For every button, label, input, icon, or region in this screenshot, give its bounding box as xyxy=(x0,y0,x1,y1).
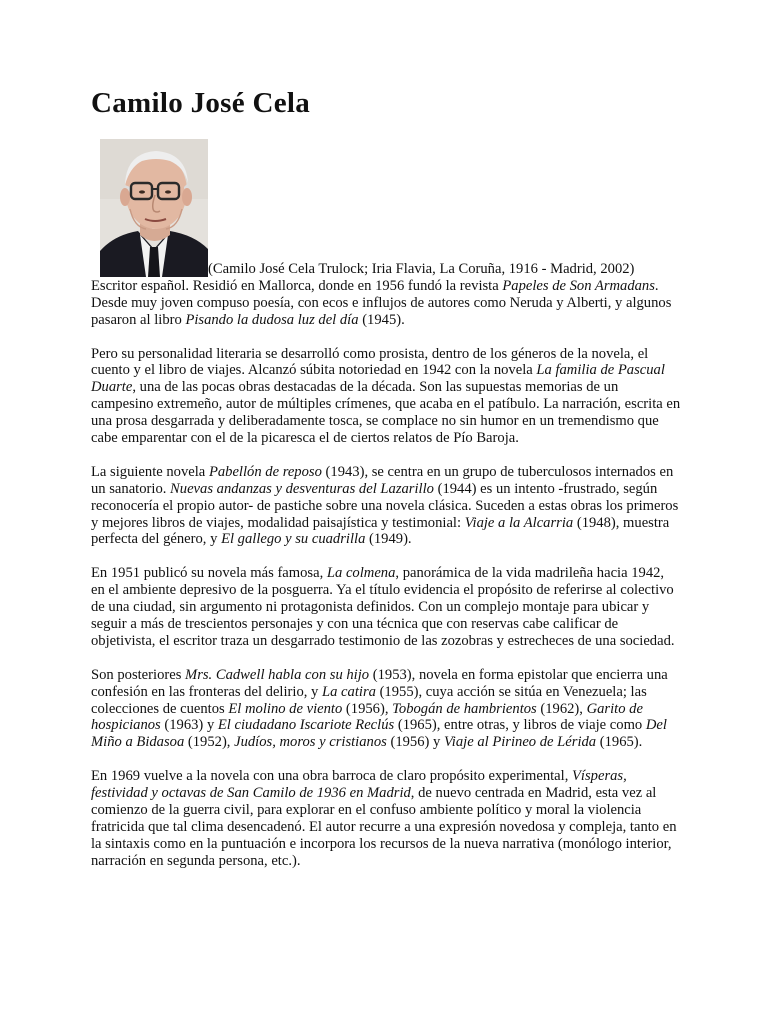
text-segment: (1953), novela en forma epistolar que encierra una confesión en las fronteras del delirio, y xyxy=(91,666,668,700)
paragraph-6 xyxy=(91,768,681,869)
work-title: Nuevas andanzas y desventuras del Lazarillo xyxy=(170,480,434,497)
text-segment: (1943), se centra en un grupo de tuberculosos internados en un sanatorio. xyxy=(91,463,674,497)
text-segment: Pero su personalidad literaria se desarrolló como prosista, dentro de los géneros de la novela, el cuento y el libro de viajes. Alcanzó súbita notoriedad en 1942 con la novela xyxy=(91,345,649,379)
text-segment: , de nuevo centrada en Madrid, esta vez al comienzo de la guerra civil, para explorar en el confuso ambiente político y moral la violencia fratricida que tal clima desencadenó. El autor recurre a una expresión novedosa y compleja, tanto en la sintaxis como en la puntuación e incorpora los recursos de la nueva narrativa (monólogo interior, narración en segunda persona, etc.). xyxy=(91,785,677,869)
text-segment: En 1969 vuelve a la novela con una obra barroca de claro propósito experimental, xyxy=(91,768,573,785)
paragraph-4 xyxy=(91,565,681,650)
work-title: Viaje al Pirineo de Lérida xyxy=(443,734,597,751)
paragraph-1 xyxy=(91,135,681,329)
page-title: Camilo José Cela xyxy=(91,87,311,119)
work-title: Pisando la dudosa luz del día xyxy=(185,311,359,328)
text-segment: En 1951 publicó su novela más famosa, xyxy=(91,565,327,582)
work-title: Judíos, moros y cristianos xyxy=(234,734,387,751)
text-segment: (1945). xyxy=(358,311,405,328)
work-title: El ciudadano Iscariote Reclús xyxy=(217,717,395,734)
text-segment: , una de las pocas obras destacadas de la década. Son las supuestas memorias de un campesino extremeño, autor de múltiples crímenes, que acaba en el patíbulo. La narración, escrita en una prosa desgarrada y deliberadamente tosca, se complace no sin humor en un tremendismo que cabe emparentar con el de la picaresca el de ciertos relatos de Pío Baroja. xyxy=(91,379,681,447)
paragraph-5 xyxy=(91,667,681,752)
text-segment: (1952), xyxy=(184,734,235,751)
work-title: Pabellón de reposo xyxy=(208,463,322,480)
work-title: Garito de hospicianos xyxy=(91,700,643,734)
work-title: Tobogán de hambrientos xyxy=(392,700,537,717)
document-page xyxy=(91,84,681,886)
work-title: La catira xyxy=(322,683,376,700)
text-segment: (1956) y xyxy=(386,734,444,751)
text-segment: (1965), entre otras, y libros de viaje como xyxy=(394,717,646,734)
text-segment: (1944) es un intento -frustrado, según reconocería el propio autor- de pastiche sobre una novela clásica. Suceden a estas obras los primeros y mejores libros de viajes, modalidad paisajística y testimonial: xyxy=(91,480,679,531)
work-title: Mrs. Cadwell habla con su hijo xyxy=(185,666,370,683)
work-title: El gallego y su cuadrilla xyxy=(221,531,366,548)
work-title: La colmena xyxy=(326,565,396,582)
portrait-photo-icon xyxy=(100,139,208,277)
work-title: Papeles de Son Armadans xyxy=(502,277,655,294)
text-segment: (1963) y xyxy=(160,717,218,734)
text-segment: (1956), xyxy=(342,700,393,717)
text-segment: , panorámica de la vida madrileña hacia 1942, en el ambiente depresivo de la posguerra. Ya el título evidencia el propósito de referirse al colectivo de una ciudad, sin argumento ni protagonista definidos. Con un complejo montaje para ubicar y seguir a más de trescientos personajes y con una técnica que con reservas cabe calificar de objetivista, el escritor traza un desgarrado testimonio de las zozobras y estrecheces de una sociedad. xyxy=(91,565,675,649)
text-segment: (Camilo José Cela Trulock; Iria Flavia, La Coruña, 1916 - Madrid, 2002) Escritor español. Residió en Mallorca, donde en 1956 fundó la revista xyxy=(91,261,635,294)
work-title: Vísperas, festividad y octavas de San Camilo de 1936 en Madrid xyxy=(91,768,627,802)
text-segment: (1949). xyxy=(365,531,412,548)
text-segment: (1965). xyxy=(596,734,643,751)
biography-text xyxy=(91,135,681,870)
work-title: Del Miño a Bidasoa xyxy=(91,717,667,751)
work-title: La familia de Pascual Duarte xyxy=(91,362,665,396)
text-segment: (1948), muestra perfecta del género, y xyxy=(91,514,670,548)
text-segment: . Desde muy joven compuso poesía, con ecos e influjos de autores como Neruda y Alberti, y algunos pasaron al libro xyxy=(91,277,672,328)
paragraph-2 xyxy=(91,346,681,447)
work-title: Viaje a la Alcarria xyxy=(464,514,574,531)
paragraph-3 xyxy=(91,464,681,549)
work-title: El molino de viento xyxy=(228,700,343,717)
text-segment: La siguiente novela xyxy=(91,463,209,480)
text-segment: Son posteriores xyxy=(91,666,186,683)
text-segment: (1962), xyxy=(536,700,587,717)
text-segment: (1955), cuya acción se sitúa en Venezuela; las colecciones de cuentos xyxy=(91,683,647,717)
